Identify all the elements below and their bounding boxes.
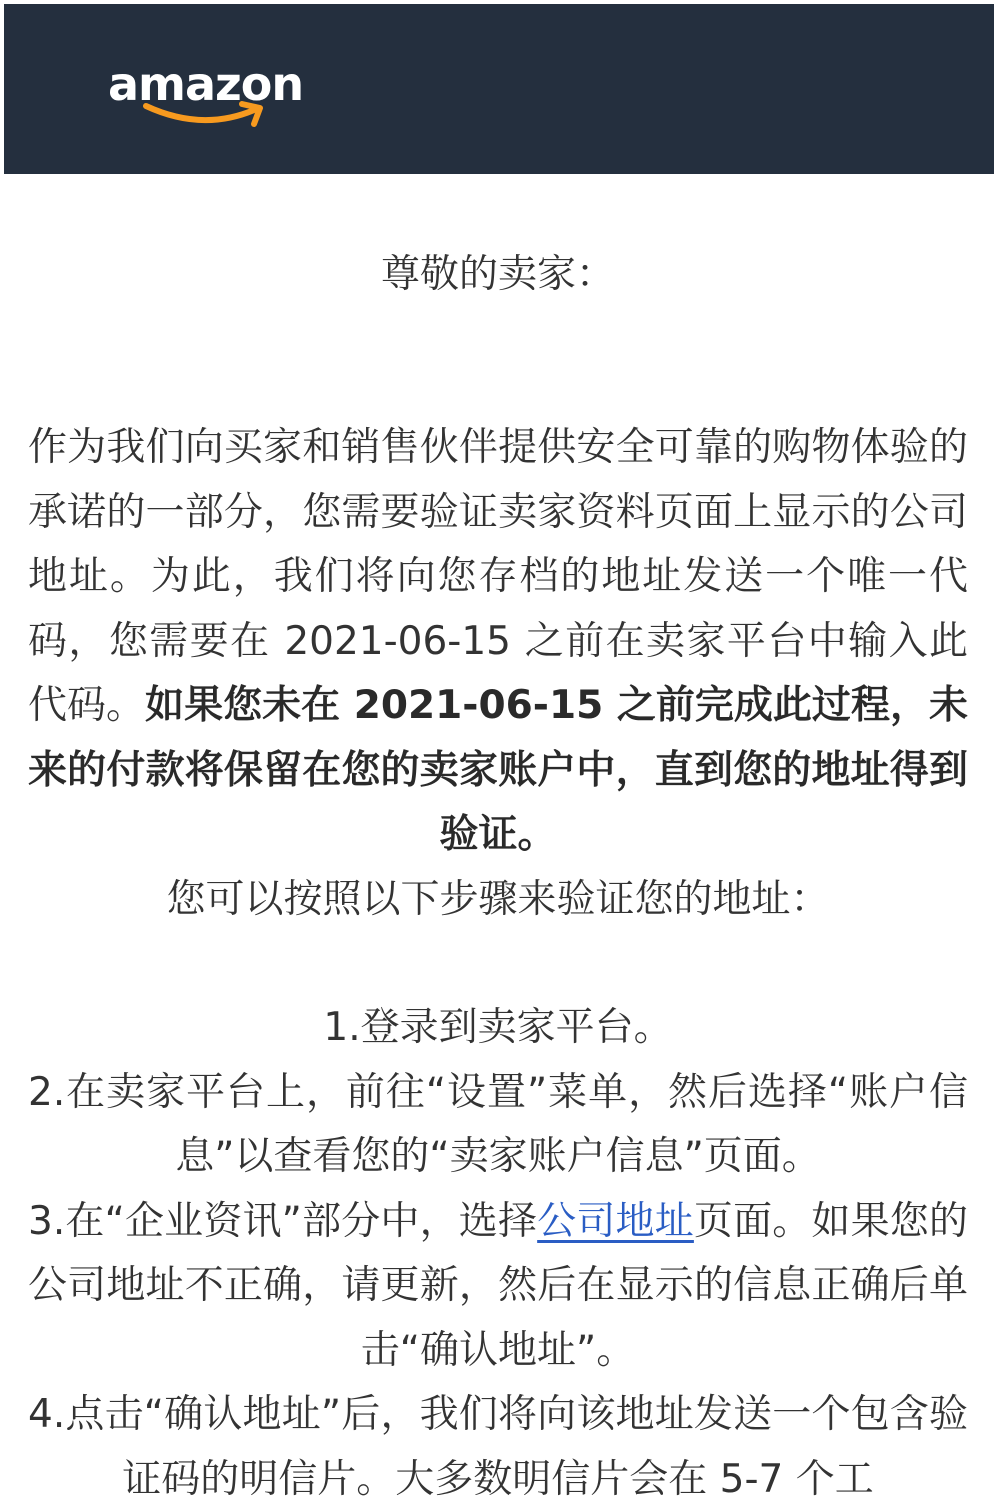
step-3-after: 页面。如果您的公司地址不正确，请更新，然后在显示的信息正确后单击“确认地址”。 — [28, 1198, 968, 1373]
step-1: 1.登录到卖家平台。 — [323, 1005, 673, 1050]
email-body — [28, 230, 968, 1512]
amazon-smile-icon — [142, 98, 272, 132]
step-2: 2.在卖家平台上，前往“设置”菜单，然后选择“账户信息”以查看您的“卖家账户信息”页面。 — [28, 1069, 968, 1179]
amazon-logo[interactable] — [108, 54, 308, 134]
step-3 — [28, 1190, 968, 1384]
steps-intro: 您可以按照以下步骤来验证您的地址： — [166, 876, 830, 922]
company-address-link[interactable]: 公司地址 — [537, 1198, 694, 1244]
intro-paragraph — [28, 416, 968, 868]
intro-normal-text: 作为我们向买家和销售伙伴提供安全可靠的购物体验的承诺的一部分，您需要验证卖家资料页面上显示的公司地址。为此，我们将向您存档的地址发送一个唯一代码，您需要在 2021-06-15 之前在卖家平台中输入此代码。 — [28, 425, 968, 728]
step-4: 4.点击“确认地址”后，我们将向该地址发送一个包含验证码的明信片。大多数明信片会在 5-7 个工 — [28, 1392, 968, 1502]
intro-bold-warning: 如果您未在 2021-06-15 之前完成此过程，未来的付款将保留在您的卖家账户中，直到您的地址得到验证。 — [28, 683, 968, 857]
email-header — [4, 4, 994, 174]
step-3-before: 3.在“企业资讯”部分中，选择 — [28, 1198, 538, 1244]
greeting: 尊敬的卖家： — [380, 252, 615, 297]
amazon-logo-text: amazon — [108, 57, 304, 111]
